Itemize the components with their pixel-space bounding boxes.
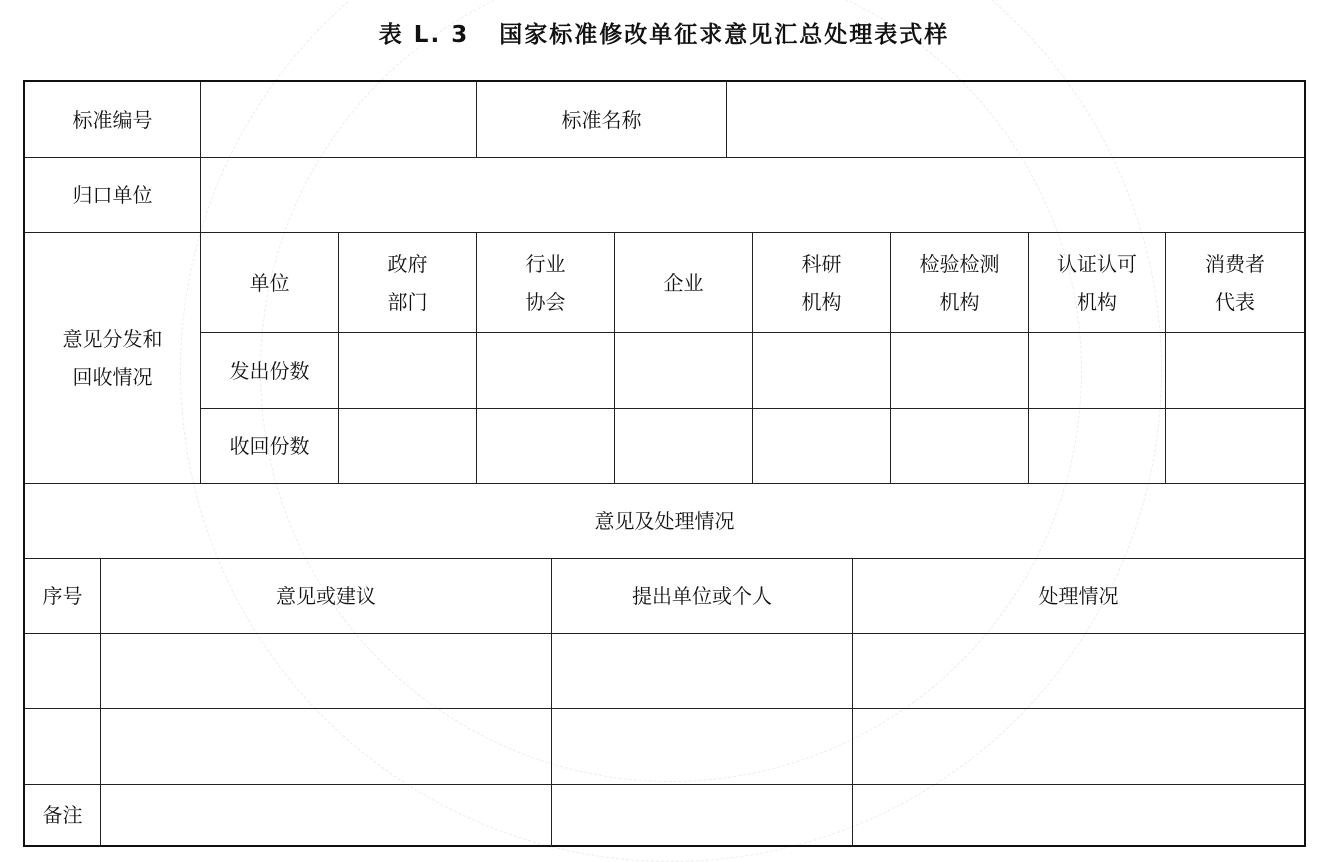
column-header-handling: 处理情况	[1038, 584, 1119, 608]
remarks-label: 备注	[42, 803, 83, 827]
received-count-cell[interactable]	[1166, 409, 1304, 483]
sent-count-cell[interactable]	[477, 333, 614, 408]
received-count-cell[interactable]	[477, 409, 614, 483]
comment-submitter-cell[interactable]	[552, 709, 852, 784]
standard-name-label: 标准名称	[561, 107, 642, 132]
received-count-cell[interactable]	[753, 409, 890, 483]
table-caption	[0, 16, 1328, 49]
received-count-cell[interactable]	[891, 409, 1028, 483]
column-header-testing-institute: 检验检测 机构	[919, 251, 1000, 314]
comment-text-cell[interactable]	[101, 709, 551, 784]
standard-no-value[interactable]	[201, 82, 476, 157]
sent-count-cell[interactable]	[1029, 333, 1165, 408]
received-count-cell[interactable]	[615, 409, 752, 483]
sent-count-cell[interactable]	[615, 333, 752, 408]
comment-serial-cell[interactable]	[25, 634, 100, 708]
received-count-cell[interactable]	[339, 409, 476, 483]
column-header-serial-no: 序号	[42, 584, 83, 608]
column-header-industry-association: 行业 协会	[525, 251, 566, 314]
column-header-government: 政府 部门	[387, 251, 428, 314]
comment-handling-cell[interactable]	[853, 709, 1304, 784]
column-header-certification-institute: 认证认可 机构	[1057, 251, 1137, 314]
sent-count-cell[interactable]	[891, 333, 1028, 408]
received-count-label: 收回份数	[229, 434, 310, 458]
column-header-consumer-representative: 消费者 代表	[1205, 251, 1265, 314]
column-header-comments: 意见或建议	[276, 584, 376, 608]
sent-count-cell[interactable]	[339, 333, 476, 408]
responsible-unit-value[interactable]	[201, 158, 1304, 232]
comment-submitter-cell[interactable]	[552, 634, 852, 708]
table-number: 表 L. 3	[378, 22, 470, 48]
remarks-cell[interactable]	[552, 785, 852, 845]
standard-no-label: 标准编号	[72, 107, 153, 132]
received-count-cell[interactable]	[1029, 409, 1165, 483]
responsible-unit-label: 归口单位	[72, 183, 153, 207]
distribution-section-label: 意见分发和 回收情况	[62, 327, 163, 389]
comment-handling-cell[interactable]	[853, 634, 1304, 708]
remarks-cell[interactable]	[101, 785, 551, 845]
standard-name-value[interactable]	[727, 82, 1304, 157]
column-header-research-institute: 科研 机构	[801, 251, 842, 314]
comment-serial-cell[interactable]	[25, 709, 100, 784]
sent-count-cell[interactable]	[753, 333, 890, 408]
unit-header: 单位	[249, 270, 290, 295]
sent-count-label: 发出份数	[229, 358, 310, 383]
comment-text-cell[interactable]	[101, 634, 551, 708]
column-header-submitter: 提出单位或个人	[632, 584, 772, 608]
sent-count-cell[interactable]	[1166, 333, 1304, 408]
remarks-cell[interactable]	[853, 785, 1304, 845]
form-table	[23, 80, 1306, 847]
comments-section-title: 意见及处理情况	[594, 509, 735, 533]
table-title: 国家标准修改单征求意见汇总处理表式样	[499, 22, 950, 48]
column-header-enterprise: 企业	[663, 270, 704, 295]
